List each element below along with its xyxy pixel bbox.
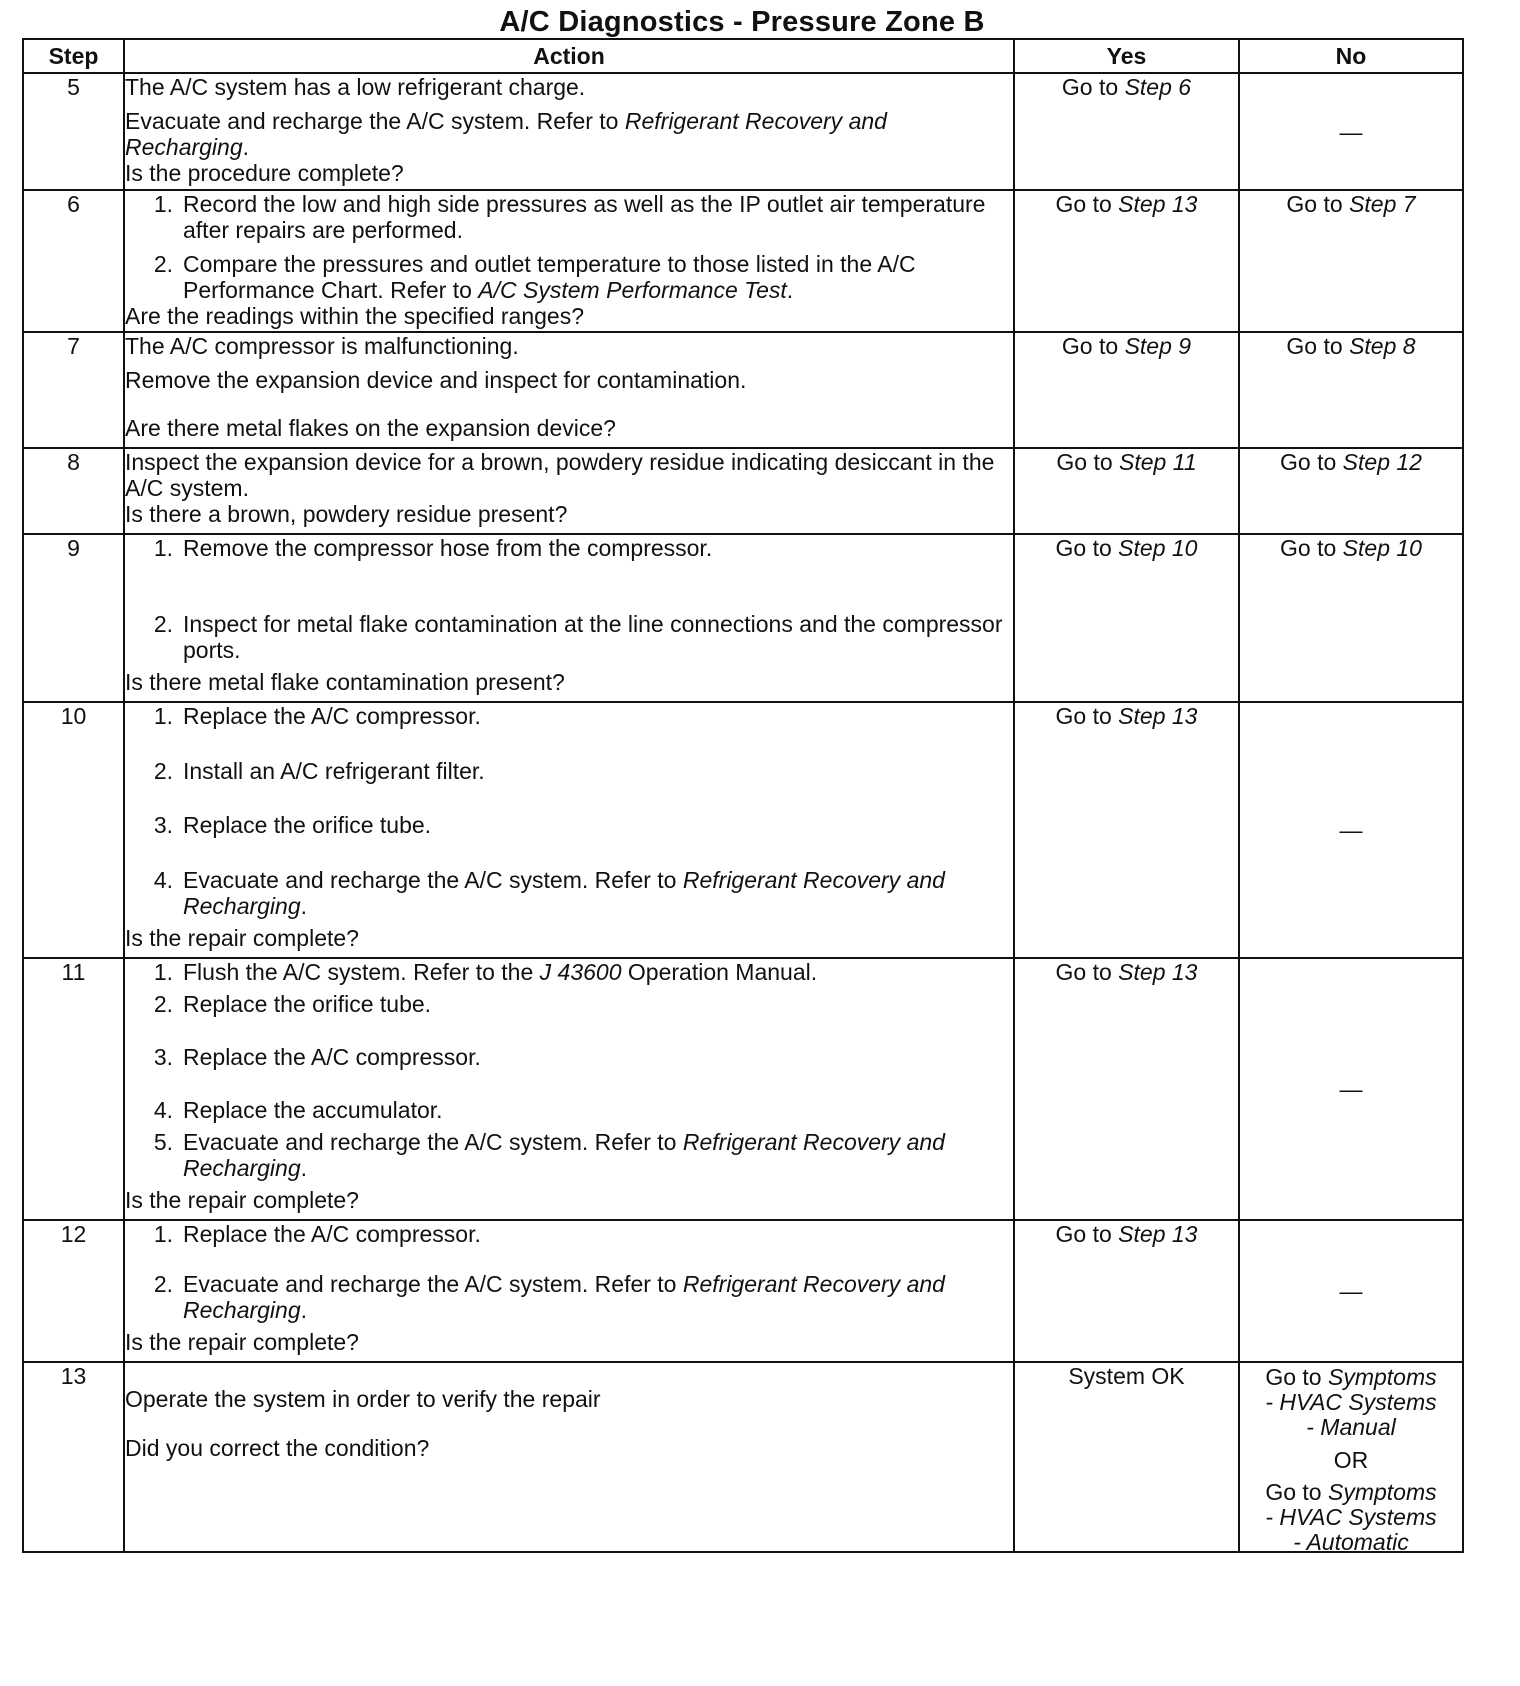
list-item: 5. Evacuate and recharge the A/C system. Refer to Refrigerant Recovery and Recharging. <box>153 1129 945 1181</box>
step-number: 11 <box>23 958 124 1220</box>
document-title: A/C Diagnostics - Pressure Zone B <box>499 6 985 38</box>
list-item: 1. Flush the A/C system. Refer to the J 43600 Operation Manual. <box>153 959 818 985</box>
list-item: 2. Install an A/C refrigerant filter. <box>153 757 485 784</box>
yes-cell: Go to Step 9 <box>1014 332 1239 448</box>
action-question: Is the procedure complete? <box>125 160 404 186</box>
header-row <box>23 39 1463 73</box>
header-action: Action <box>124 39 1014 73</box>
no-option-manual: Go to Symptoms - HVAC Systems - Manual <box>1265 1364 1437 1440</box>
goto-step-link: Step 10 <box>1118 535 1198 561</box>
goto-step-link: Step 12 <box>1342 449 1422 475</box>
header-step: Step <box>23 39 124 73</box>
no-cell <box>1239 958 1463 1220</box>
no-dash: — <box>1339 118 1363 145</box>
table-row <box>23 1220 1463 1362</box>
list-item: 4. Evacuate and recharge the A/C system. Refer to Refrigerant Recovery and Recharging. <box>153 866 945 919</box>
list-item: 1. Replace the A/C compressor. <box>153 1221 481 1247</box>
yes-cell: Go to Step 13 <box>1014 1220 1239 1362</box>
no-cell: Go to Step 12 <box>1239 448 1463 534</box>
goto-step-link: Step 9 <box>1124 333 1192 359</box>
reference-link: Refrigerant Recovery and Recharging <box>183 1129 945 1181</box>
action-intro: The A/C compressor is malfunctioning. <box>125 333 519 359</box>
no-cell: Go to Step 10 <box>1239 534 1463 702</box>
goto-step-link: Step 11 <box>1119 449 1197 475</box>
goto-step-link: Step 13 <box>1118 1221 1198 1247</box>
step-number: 8 <box>23 448 124 534</box>
list-item: 3. Replace the orifice tube. <box>153 812 432 839</box>
reference-link: Refrigerant Recovery and Recharging <box>125 108 887 160</box>
action-cell <box>124 702 1014 958</box>
yes-cell: Go to Step 13 <box>1014 702 1239 958</box>
step-number: 9 <box>23 534 124 702</box>
action-question: Is the repair complete? <box>125 924 359 951</box>
reference-link: Refrigerant Recovery and Recharging <box>183 1271 945 1323</box>
action-question: Did you correct the condition? <box>125 1435 430 1461</box>
action-cell <box>124 1220 1014 1362</box>
action-intro: Inspect the expansion device for a brown, powdery residue indicating desiccant in the A/C system. <box>125 449 995 501</box>
reference-link: Refrigerant Recovery and Recharging <box>183 866 945 919</box>
yes-cell: Go to Step 10 <box>1014 534 1239 702</box>
yes-cell: Go to Step 13 <box>1014 190 1239 332</box>
header-yes: Yes <box>1014 39 1239 73</box>
action-text: Evacuate and recharge the A/C system. Refer to Refrigerant Recovery and Recharging. <box>125 108 887 160</box>
no-dash: — <box>1339 817 1363 843</box>
diagnostic-table <box>22 38 1464 1553</box>
no-cell <box>1239 73 1463 190</box>
table-row <box>23 1362 1463 1552</box>
action-cell <box>124 332 1014 448</box>
header-no: No <box>1239 39 1463 73</box>
yes-cell: Go to Step 11 <box>1014 448 1239 534</box>
table-row <box>23 702 1463 958</box>
goto-step-link: Step 13 <box>1118 703 1198 729</box>
table-row <box>23 190 1463 332</box>
goto-step-link: Step 6 <box>1124 74 1192 100</box>
no-cell <box>1239 1362 1463 1555</box>
step-number: 13 <box>23 1362 124 1552</box>
goto-step-link: Step 7 <box>1349 191 1416 217</box>
step-number: 5 <box>23 73 124 190</box>
list-item: 1. Record the low and high side pressures as well as the IP outlet air temperature after repairs are performed. <box>153 191 986 243</box>
yes-cell: Go to Step 6 <box>1014 73 1239 190</box>
goto-step-link: Step 8 <box>1349 333 1416 359</box>
or-label: OR <box>1333 1447 1369 1473</box>
action-question: Is the repair complete? <box>125 1329 359 1355</box>
action-text: Remove the expansion device and inspect for contamination. <box>125 367 747 393</box>
list-item: 2. Inspect for metal flake contamination at the line connections and the compressor ports. <box>153 611 1003 663</box>
no-option-automatic: Go to Symptoms - HVAC Systems - Automatic <box>1265 1479 1437 1555</box>
action-intro: Operate the system in order to verify the repair <box>125 1386 601 1412</box>
reference-link: A/C System Performance Test <box>478 277 787 303</box>
goto-step-link: Step 10 <box>1342 535 1422 561</box>
action-cell <box>124 73 1014 190</box>
yes-cell: System OK <box>1014 1362 1239 1552</box>
table-row <box>23 534 1463 702</box>
list-item: 2. Replace the orifice tube. <box>153 991 432 1017</box>
action-cell <box>124 1362 1014 1552</box>
no-cell <box>1239 1220 1463 1362</box>
action-question: Are the readings within the specified ranges? <box>125 303 585 329</box>
table-row <box>23 73 1463 190</box>
list-item: 4. Replace the accumulator. <box>153 1097 443 1123</box>
no-cell <box>1239 702 1463 958</box>
list-item: 1. Replace the A/C compressor. <box>153 703 481 729</box>
list-item: 1. Remove the compressor hose from the compressor. <box>153 535 713 561</box>
no-cell: Go to Step 7 <box>1239 190 1463 332</box>
list-item: 3. Replace the A/C compressor. <box>153 1044 481 1070</box>
no-dash: — <box>1339 1076 1363 1102</box>
action-cell <box>124 534 1014 702</box>
goto-step-link: Step 13 <box>1118 959 1198 985</box>
reference-link: J 43600 <box>539 959 622 985</box>
action-cell <box>124 958 1014 1220</box>
table-row <box>23 958 1463 1220</box>
step-number: 7 <box>23 332 124 448</box>
action-question: Is there a brown, powdery residue present? <box>125 501 568 527</box>
action-question: Is there metal flake contamination present? <box>125 669 565 695</box>
step-number: 6 <box>23 190 124 332</box>
action-question: Is the repair complete? <box>125 1187 359 1213</box>
no-dash: — <box>1339 1278 1363 1304</box>
list-item: 2. Evacuate and recharge the A/C system. Refer to Refrigerant Recovery and Recharging. <box>153 1271 945 1323</box>
step-number: 12 <box>23 1220 124 1362</box>
symptoms-link: Symptoms <box>1328 1364 1437 1390</box>
yes-cell: Go to Step 13 <box>1014 958 1239 1220</box>
step-number: 10 <box>23 702 124 958</box>
action-cell <box>124 448 1014 534</box>
action-intro: The A/C system has a low refrigerant charge. <box>125 74 586 100</box>
list-item: 2. Compare the pressures and outlet temperature to those listed in the A/C Performance Chart. Refer to A/C System Performance Test. <box>153 251 916 303</box>
action-question: Are there metal flakes on the expansion device? <box>125 415 616 441</box>
goto-step-link: Step 13 <box>1118 191 1198 217</box>
action-cell <box>124 190 1014 332</box>
symptoms-link: Symptoms <box>1328 1479 1437 1505</box>
no-cell: Go to Step 8 <box>1239 332 1463 448</box>
table-row <box>23 332 1463 448</box>
table-row <box>23 448 1463 534</box>
